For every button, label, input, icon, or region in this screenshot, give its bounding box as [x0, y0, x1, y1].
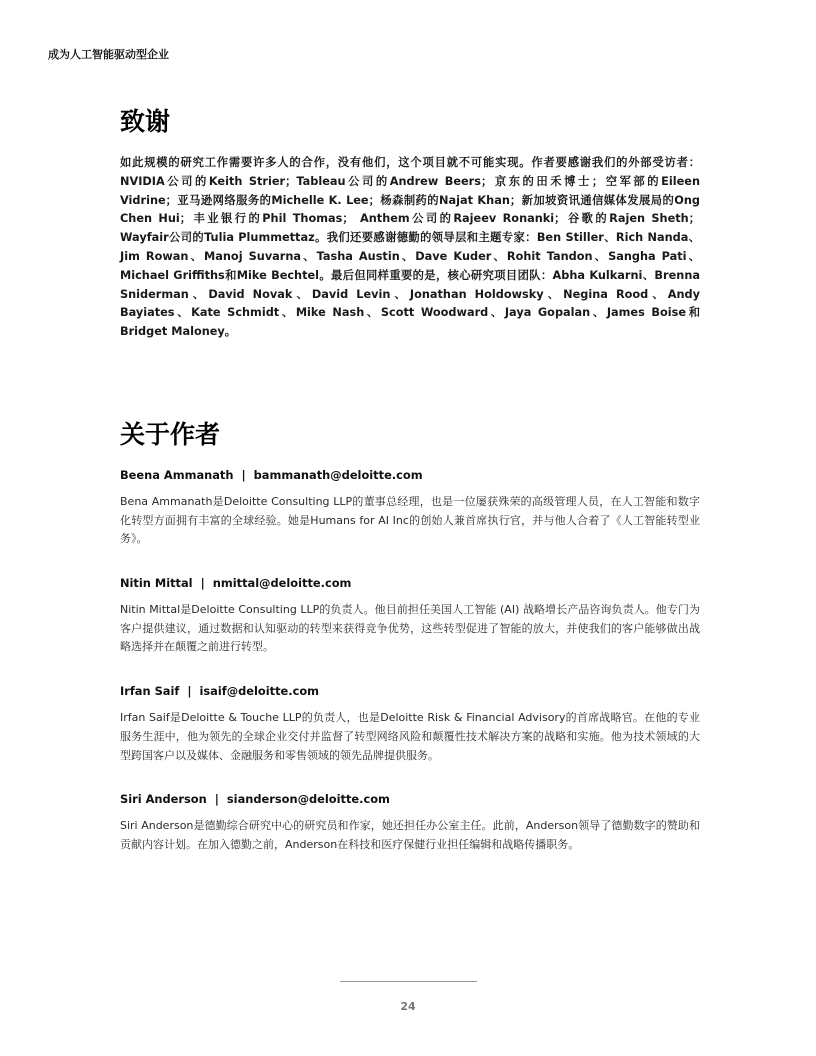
author-email-link[interactable]: nmittal@deloitte.com	[212, 576, 352, 591]
author-name: Siri Anderson	[120, 792, 207, 807]
separator: |	[200, 576, 205, 591]
author-block	[120, 791, 700, 854]
author-name: Nitin Mittal	[120, 576, 193, 591]
footer-divider	[340, 981, 477, 982]
author-header	[120, 467, 700, 483]
separator: |	[187, 684, 192, 699]
separator: |	[214, 792, 219, 807]
author-name: Beena Ammanath	[120, 467, 234, 482]
acknowledgments-text: 如此规模的研究工作需要许多人的合作，没有他们，这个项目就不可能实现。作者要感谢我们的外部受访者：NVIDIA公司的Keith Strier；Tableau公司的Andrew Beers；京东的田禾博士；空军部的Eileen Vidrine；亚马逊网络服务的Michelle K. Lee；杨森制药的Najat Khan；新加坡资讯通信媒体发展局的Ong Chen Hui；丰业银行的Phil Thomas； Anthem公司的Rajeev Ronanki；谷歌的Rajen Sheth；Wayfair公司的Tulia Plummettaz。我们还要感谢德勤的领导层和主题专家：Ben Stiller、Rich Nanda、Jim Rowan、Manoj Suvarna、Tasha Austin、Dave Kuder、Rohit Tandon、Sangha Pati、Michael Griffiths和Mike Bechtel。最后但同样重要的是，核心研究项目团队：Abha Kulkarni、Brenna Sniderman、David Novak、David Levin、Jonathan Holdowsky、Negina Rood、Andy Bayiates、Kate Schmidt、Mike Nash、Scott Woodward、Jaya Gopalan、James Boise和Bridget Maloney。	[120, 156, 700, 339]
author-header	[120, 791, 700, 807]
about-authors-title: 关于作者	[120, 419, 221, 449]
author-email-link[interactable]: sianderson@deloitte.com	[226, 792, 390, 807]
separator: |	[241, 467, 246, 482]
author-block	[120, 467, 700, 549]
author-bio: Bena Ammanath是Deloitte Consulting LLP的董事总经理，也是一位屡获殊荣的高级管理人员，在人工智能和数字化转型方面拥有丰富的全球经验。她是Humans for AI Inc的创始人兼首席执行官，并与他人合着了《人工智能转型业务》。	[120, 494, 700, 546]
page-number: 24	[400, 1000, 416, 1013]
author-bio: Nitin Mittal是Deloitte Consulting LLP的负责人。他目前担任美国人工智能 (AI) 战略增长产品咨询负责人。他专门为客户提供建议，通过数据和认知驱动的转型来获得竞争优势，这些转型促进了智能的放大，并使我们的客户能够做出战略选择并在颠覆之前进行转型。	[120, 603, 700, 654]
acknowledgments-title: 致谢	[120, 107, 171, 136]
running-head: 成为人工智能驱动型企业	[48, 48, 169, 61]
author-block	[120, 683, 700, 765]
author-header	[120, 575, 700, 591]
author-email-link[interactable]: bammanath@deloitte.com	[253, 467, 423, 482]
author-bio: Siri Anderson是德勤综合研究中心的研究员和作家，她还担任办公室主任。此前，Anderson领导了德勤数字的赞助和贡献内容计划。在加入德勤之前，Anderson在科技和医疗保健行业担任编辑和战略传播职务。	[120, 819, 700, 851]
author-bio: Irfan Saif是Deloitte & Touche LLP的负责人，也是Deloitte Risk & Financial Advisory的首席战略官。在他的专业服务生涯中，他为领先的全球企业交付并监督了转型网络风险和颠覆性技术解决方案的战略和实施。他为技术领域的大型跨国客户以及媒体、金融服务和零售领域的领先品牌提供服务。	[120, 711, 700, 762]
page-content	[120, 104, 700, 855]
author-email-link[interactable]: isaif@deloitte.com	[199, 684, 320, 699]
author-block	[120, 575, 700, 657]
author-header	[120, 683, 700, 699]
author-name: Irfan Saif	[120, 684, 180, 699]
